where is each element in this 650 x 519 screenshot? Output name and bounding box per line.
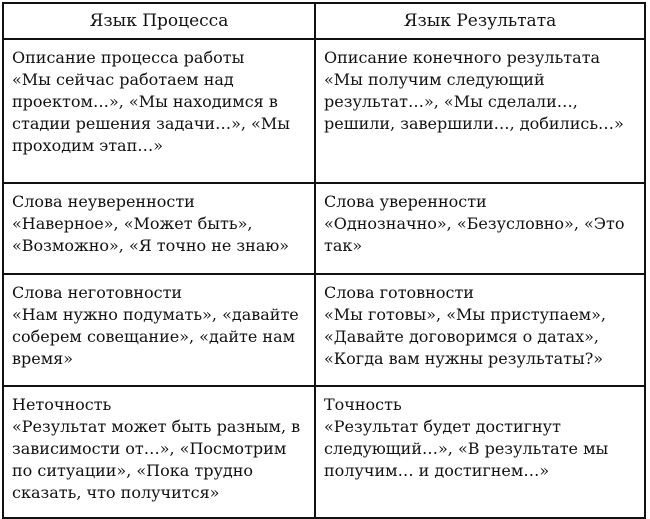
table-cell (3, 386, 315, 518)
header-process-language: Язык Процесса (3, 3, 315, 39)
cell-title: Слова уверенности (324, 192, 487, 211)
header-result-language: Язык Результата (315, 3, 645, 39)
cell-title: Слова готовности (324, 283, 474, 302)
cell-body: «Мы сейчас работаем над проектом…», «Мы находимся в стадии решения задачи…», «Мы проходим этап…» (12, 70, 290, 155)
table-cell (3, 39, 315, 183)
cell-body: «Нам нужно подумать», «давайте соберем совещание», «дайте нам время» (12, 305, 299, 368)
cell-body: «Мы готовы», «Мы приступаем», «Давайте договоримся о датах», «Когда вам нужны результаты?» (324, 305, 606, 368)
table-cell (315, 183, 645, 274)
comparison-table (2, 2, 646, 519)
cell-title: Описание процесса работы (12, 48, 245, 67)
cell-title: Описание конечного результата (324, 48, 601, 67)
table-cell (3, 183, 315, 274)
cell-body: «Результат может быть разным, в зависимости от…», «Посмотрим по ситуации», «Пока трудно сказать, что получится» (12, 417, 301, 502)
cell-title: Точность (324, 395, 402, 414)
cell-body: «Наверное», «Может быть», «Возможно», «Я точно не знаю» (12, 214, 290, 255)
table-row (3, 386, 645, 518)
table-cell (3, 274, 315, 386)
table-row (3, 39, 645, 183)
table-cell (315, 274, 645, 386)
cell-title: Слова неготовности (12, 283, 183, 302)
cell-title: Слова неуверенности (12, 192, 195, 211)
table-row (3, 274, 645, 386)
cell-body: «Мы получим следующий результат…», «Мы сделали…, решили, завершили…, добились…» (324, 70, 624, 133)
table-cell (315, 39, 645, 183)
cell-body: «Однозначно», «Безусловно», «Это так» (324, 214, 625, 255)
cell-title: Неточность (12, 395, 112, 414)
header-row (3, 3, 645, 39)
table-row (3, 183, 645, 274)
cell-body: «Результат будет достигнут следующий…», «В результате мы получим… и достигнем…» (324, 417, 609, 480)
table-cell (315, 386, 645, 518)
